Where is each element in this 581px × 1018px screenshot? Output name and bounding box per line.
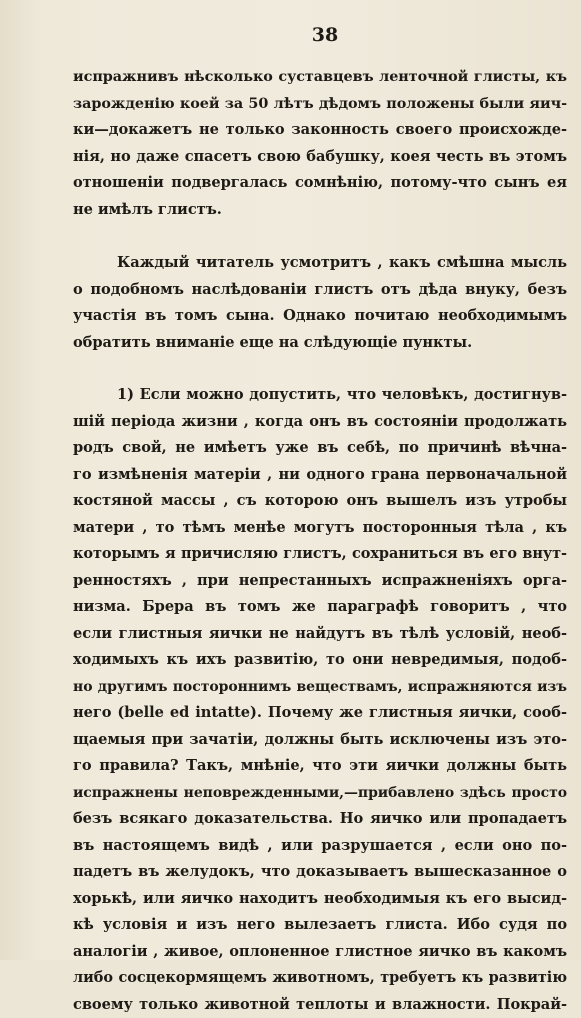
paragraph-3	[73, 382, 567, 1018]
text-line: въ настоящемъ видѣ , или разрушается , если оно по-	[73, 833, 567, 860]
text-line: низма. Брера въ томъ же параграфѣ говоритъ , что	[73, 594, 567, 621]
text-line: кѣ условія и изъ него вылезаетъ глиста. Ибо судя по	[73, 912, 567, 939]
text-line: аналогіи , живое, оплоненное глистное яичко въ какомъ	[73, 939, 567, 966]
paragraph-1	[73, 64, 567, 223]
text-line: родъ свой, не имѣетъ уже въ себѣ, по причинѣ вѣчна-	[73, 435, 567, 462]
page-number: 38	[73, 24, 567, 46]
text-line: 1) Если можно допустить, что человѣкъ, достигнув-	[73, 382, 567, 409]
text-line: зарожденію коей за 50 лѣтъ дѣдомъ положены были яич-	[73, 91, 567, 118]
text-line: Каждый читатель усмотритъ , какъ смѣшна мысль	[73, 250, 567, 277]
text-line: о подобномъ наслѣдованіи глистъ отъ дѣда внуку, безъ	[73, 277, 567, 304]
paragraph-2	[73, 250, 567, 356]
text-line: шій періода жизни , когда онъ въ состояніи продолжать	[73, 409, 567, 436]
text-line: го измѣненія матеріи , ни одного грана первоначальной	[73, 462, 567, 489]
paragraph-gap	[73, 356, 567, 382]
text-line: либо сосцекормящемъ животномъ, требуетъ къ развитію	[73, 965, 567, 992]
text-line: отношеніи подвергалась сомнѣнію, потому-что сынъ ея	[73, 170, 567, 197]
text-line: если глистныя яички не найдутъ въ тѣлѣ условій, необ-	[73, 621, 567, 648]
text-line: матери , то тѣмъ менѣе могутъ посторонныя тѣла , къ	[73, 515, 567, 542]
text-line: испражнены неповрежденными,—прибавлено здѣсь просто	[73, 780, 567, 807]
text-line: ходимыхъ къ ихъ развитію, то они невредимыя, подоб-	[73, 647, 567, 674]
text-line: костяной массы , съ которою онъ вышелъ изъ утробы	[73, 488, 567, 515]
paragraph-gap	[73, 223, 567, 250]
text-line: хорькѣ, или яичко находитъ необходимыя къ его высид-	[73, 886, 567, 913]
text-line: но другимъ постороннимъ веществамъ, испражняются изъ	[73, 674, 567, 701]
text-line: него (belle ed intatte). Почему же глистныя яички, сооб-	[73, 700, 567, 727]
text-line: обратить вниманіе еще на слѣдующіе пункты.	[73, 330, 567, 357]
text-line: безъ всякаго доказательства. Но яичко или пропадаетъ	[73, 806, 567, 833]
text-line: своему только животной теплоты и влажности. Покрай-	[73, 992, 567, 1018]
text-line: го правила? Такъ, мнѣніе, что эти яички должны быть	[73, 753, 567, 780]
text-line: нія, но даже спасетъ свою бабушку, коея честь въ этомъ	[73, 144, 567, 171]
text-line: участія въ томъ сына. Однако почитаю необходимымъ	[73, 303, 567, 330]
text-line: ки—докажетъ не только законность своего происхожде-	[73, 117, 567, 144]
text-line: падетъ въ желудокъ, что доказываетъ вышесказанное о	[73, 859, 567, 886]
text-line: не имѣлъ глистъ.	[73, 197, 567, 224]
text-line: щаемыя при зачатіи, должны быть исключены изъ это-	[73, 727, 567, 754]
text-line: которымъ я причисляю глистъ, сохраниться въ его внут-	[73, 541, 567, 568]
text-line: ренностяхъ , при непрестанныхъ испражненіяхъ орга-	[73, 568, 567, 595]
text-line: испражнивъ нѣсколько суставцевъ ленточной глисты, къ	[73, 64, 567, 91]
